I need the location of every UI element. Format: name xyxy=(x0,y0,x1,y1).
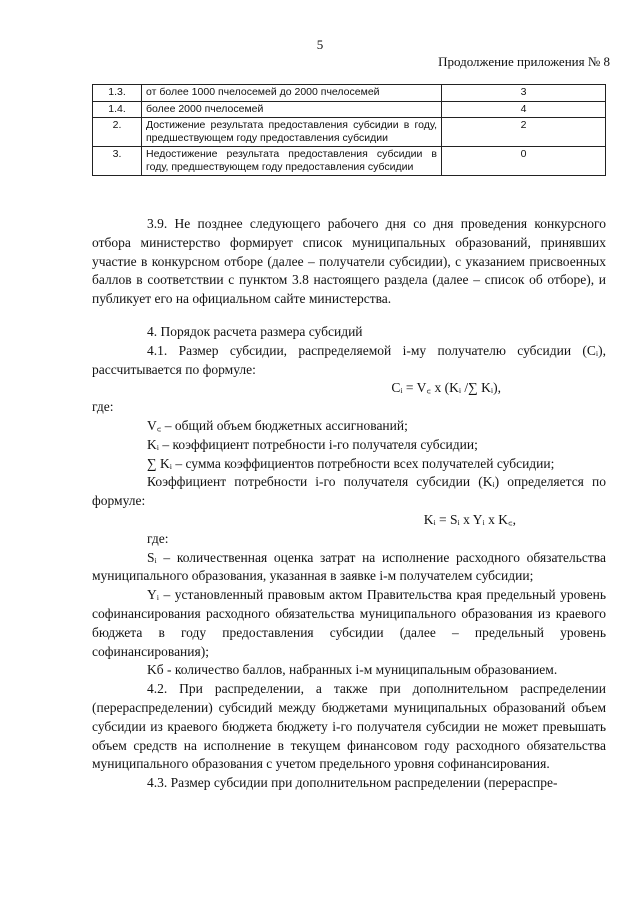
row-description: Недостижение результата предоставления субсидии в году, предшествующем году предоставления субсидии xyxy=(142,147,442,176)
appendix-note: Продолжение приложения № 8 xyxy=(438,54,610,69)
row-description: Достижение результата предоставления субсидии в году, предшествующем году предоставления субсидии xyxy=(142,118,442,147)
table-row xyxy=(93,101,606,118)
row-score: 2 xyxy=(442,118,606,147)
paragraph-4-1: 4.1. Размер субсидии, распределяемой i-му получателю субсидии (Cᵢ), рассчитывается по формуле: xyxy=(92,342,606,377)
table-row xyxy=(93,118,606,147)
formula-ci: Cᵢ = V꜀ x (Kᵢ /∑ Kᵢ), xyxy=(391,380,501,396)
row-number: 1.3. xyxy=(93,85,142,102)
definition-kb: Kб - количество баллов, набранных i-м муниципальным образованием. xyxy=(147,662,558,678)
table-row xyxy=(93,147,606,176)
paragraph-4-2: 4.2. При распределении, а также при дополнительном распределении (перераспределении) субсидий между бюджетами муниципальных образований объем субсидии из краевого бюджета бюджету i-го получателя субсидии не может превышать объем средств на исполнение в текущем финансовом году расходного обязательства муниципального образования с учетом предельного уровня софинансирования. xyxy=(92,681,606,772)
paragraph-ki-formula-intro: Коэффициент потребности i-го получателя субсидии (Kᵢ) определяется по формуле: xyxy=(92,474,606,509)
definition-si: Sᵢ – количественная оценка затрат на исполнение расходного обязательства муниципального образования, указанная в заявке i-м получателем субсидии; xyxy=(92,549,606,584)
row-score: 3 xyxy=(442,85,606,102)
row-number: 1.4. xyxy=(93,101,142,118)
definition-yi: Yᵢ – установленный правовым актом Правительства края предельный уровень софинансирования расходного обязательства муниципального образования из краевого бюджета в году предоставления субсидии (далее – предельный уровень софинансирования); xyxy=(92,587,606,659)
where-label: где: xyxy=(92,399,114,415)
section-heading-4: 4. Порядок расчета размера субсидий xyxy=(147,323,363,339)
row-description: от более 1000 пчелосемей до 2000 пчелосемей xyxy=(142,85,442,102)
table-row xyxy=(93,85,606,102)
where-label-2: где: xyxy=(147,530,169,546)
row-number: 3. xyxy=(93,147,142,176)
definition-sum-ki: ∑ Kᵢ – сумма коэффициентов потребности всех получателей субсидии; xyxy=(147,455,555,471)
page-number: 5 xyxy=(316,37,324,52)
row-score: 4 xyxy=(442,101,606,118)
row-number: 2. xyxy=(93,118,142,147)
row-score: 0 xyxy=(442,147,606,176)
row-description: более 2000 пчелосемей xyxy=(142,101,442,118)
paragraph-4-3: 4.3. Размер субсидии при дополнительном распределении (перераспре- xyxy=(147,775,558,791)
criteria-table xyxy=(92,84,606,176)
formula-ki: Kᵢ = Sᵢ x Yᵢ x K꜀, xyxy=(423,511,516,527)
paragraph-3-9: 3.9. Не позднее следующего рабочего дня со дня проведения конкурсного отбора министерство формирует список муниципальных образований, принявших участие в конкурсном отборе (далее – получатели субсидии), с указанием присвоенных баллов в соответствии с пунктом 3.8 настоящего раздела (далее – список об отборе), и публикует его на официальном сайте министерства. xyxy=(92,216,606,307)
document-body xyxy=(92,215,606,793)
definition-vc: V꜀ – общий объем бюджетных ассигнований; xyxy=(147,417,408,433)
definition-ki: Kᵢ – коэффициент потребности i-го получателя субсидии; xyxy=(147,436,478,452)
